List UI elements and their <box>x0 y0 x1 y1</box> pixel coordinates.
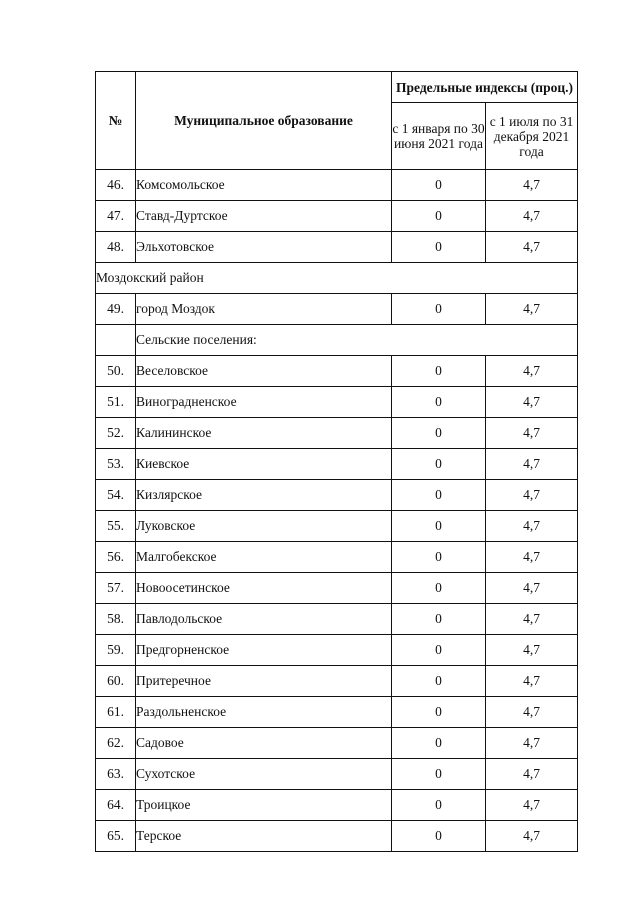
table-row <box>96 294 578 325</box>
row-number: 58. <box>96 604 136 635</box>
row-index-h2: 4,7 <box>486 418 578 449</box>
row-municipality: Виноградненское <box>136 387 392 418</box>
header-num: № <box>96 72 136 170</box>
row-index-h2: 4,7 <box>486 728 578 759</box>
row-municipality: Раздольненское <box>136 697 392 728</box>
table-row <box>96 356 578 387</box>
table-row <box>96 542 578 573</box>
table-row <box>96 759 578 790</box>
row-index-h2: 4,7 <box>486 821 578 852</box>
table-row <box>96 170 578 201</box>
row-number: 50. <box>96 356 136 387</box>
row-index-h2: 4,7 <box>486 542 578 573</box>
row-index-h1: 0 <box>392 790 486 821</box>
row-municipality: Кизлярское <box>136 480 392 511</box>
row-index-h1: 0 <box>392 542 486 573</box>
header-name: Муниципальное образование <box>136 72 392 170</box>
row-number: 52. <box>96 418 136 449</box>
row-municipality: Киевское <box>136 449 392 480</box>
row-municipality: Павлодольское <box>136 604 392 635</box>
row-number: 59. <box>96 635 136 666</box>
row-index-h1: 0 <box>392 666 486 697</box>
row-number: 62. <box>96 728 136 759</box>
indices-table <box>95 71 578 852</box>
row-municipality: Калининское <box>136 418 392 449</box>
row-index-h1: 0 <box>392 356 486 387</box>
table-row <box>96 604 578 635</box>
row-number: 47. <box>96 201 136 232</box>
row-index-h2: 4,7 <box>486 635 578 666</box>
table-row <box>96 511 578 542</box>
row-number: 51. <box>96 387 136 418</box>
row-index-h1: 0 <box>392 759 486 790</box>
row-index-h1: 0 <box>392 480 486 511</box>
table-row <box>96 232 578 263</box>
subsection-empty-cell <box>96 325 136 356</box>
section-label: Моздокский район <box>96 263 578 294</box>
row-municipality: Притеречное <box>136 666 392 697</box>
row-index-h1: 0 <box>392 232 486 263</box>
row-municipality: Троицкое <box>136 790 392 821</box>
row-index-h2: 4,7 <box>486 201 578 232</box>
row-index-h1: 0 <box>392 821 486 852</box>
row-index-h2: 4,7 <box>486 511 578 542</box>
row-municipality: Комсомольское <box>136 170 392 201</box>
row-index-h1: 0 <box>392 418 486 449</box>
row-index-h1: 0 <box>392 294 486 325</box>
row-number: 48. <box>96 232 136 263</box>
table-row <box>96 666 578 697</box>
row-municipality: Эльхотовское <box>136 232 392 263</box>
row-number: 64. <box>96 790 136 821</box>
table-header <box>96 72 578 170</box>
row-index-h2: 4,7 <box>486 480 578 511</box>
row-index-h2: 4,7 <box>486 356 578 387</box>
row-index-h2: 4,7 <box>486 573 578 604</box>
row-index-h2: 4,7 <box>486 790 578 821</box>
row-municipality: Малгобекское <box>136 542 392 573</box>
table-row <box>96 449 578 480</box>
row-index-h1: 0 <box>392 201 486 232</box>
header-group: Предельные индексы (проц.) <box>392 72 578 103</box>
header-period-1: с 1 января по 30 июня 2021 года <box>392 103 486 170</box>
table-row <box>96 418 578 449</box>
row-index-h2: 4,7 <box>486 387 578 418</box>
header-period-2: с 1 июля по 31 декабря 2021 года <box>486 103 578 170</box>
row-number: 61. <box>96 697 136 728</box>
row-number: 53. <box>96 449 136 480</box>
row-index-h2: 4,7 <box>486 170 578 201</box>
table-row <box>96 480 578 511</box>
row-index-h1: 0 <box>392 170 486 201</box>
subsection-row <box>96 325 578 356</box>
row-index-h1: 0 <box>392 449 486 480</box>
table-row <box>96 821 578 852</box>
row-municipality: Веселовское <box>136 356 392 387</box>
row-municipality: Сухотское <box>136 759 392 790</box>
row-index-h2: 4,7 <box>486 449 578 480</box>
row-number: 65. <box>96 821 136 852</box>
row-number: 54. <box>96 480 136 511</box>
row-number: 57. <box>96 573 136 604</box>
row-index-h2: 4,7 <box>486 232 578 263</box>
row-number: 60. <box>96 666 136 697</box>
row-municipality: город Моздок <box>136 294 392 325</box>
row-index-h2: 4,7 <box>486 604 578 635</box>
row-index-h1: 0 <box>392 387 486 418</box>
row-index-h1: 0 <box>392 697 486 728</box>
row-municipality: Предгорненское <box>136 635 392 666</box>
row-number: 49. <box>96 294 136 325</box>
row-number: 56. <box>96 542 136 573</box>
row-municipality: Терское <box>136 821 392 852</box>
row-municipality: Луковское <box>136 511 392 542</box>
row-index-h1: 0 <box>392 511 486 542</box>
row-municipality: Ставд-Дуртское <box>136 201 392 232</box>
section-row <box>96 263 578 294</box>
row-number: 55. <box>96 511 136 542</box>
row-index-h2: 4,7 <box>486 294 578 325</box>
row-index-h1: 0 <box>392 728 486 759</box>
table-row <box>96 790 578 821</box>
table-row <box>96 387 578 418</box>
table-row <box>96 635 578 666</box>
row-index-h2: 4,7 <box>486 666 578 697</box>
row-index-h2: 4,7 <box>486 697 578 728</box>
row-index-h1: 0 <box>392 604 486 635</box>
row-index-h2: 4,7 <box>486 759 578 790</box>
row-index-h1: 0 <box>392 573 486 604</box>
row-number: 46. <box>96 170 136 201</box>
table-row <box>96 728 578 759</box>
row-municipality: Садовое <box>136 728 392 759</box>
table-body <box>96 170 578 852</box>
table-row <box>96 201 578 232</box>
subsection-label: Сельские поселения: <box>136 325 578 356</box>
table-row <box>96 573 578 604</box>
table-row <box>96 697 578 728</box>
row-number: 63. <box>96 759 136 790</box>
row-index-h1: 0 <box>392 635 486 666</box>
row-municipality: Новоосетинское <box>136 573 392 604</box>
